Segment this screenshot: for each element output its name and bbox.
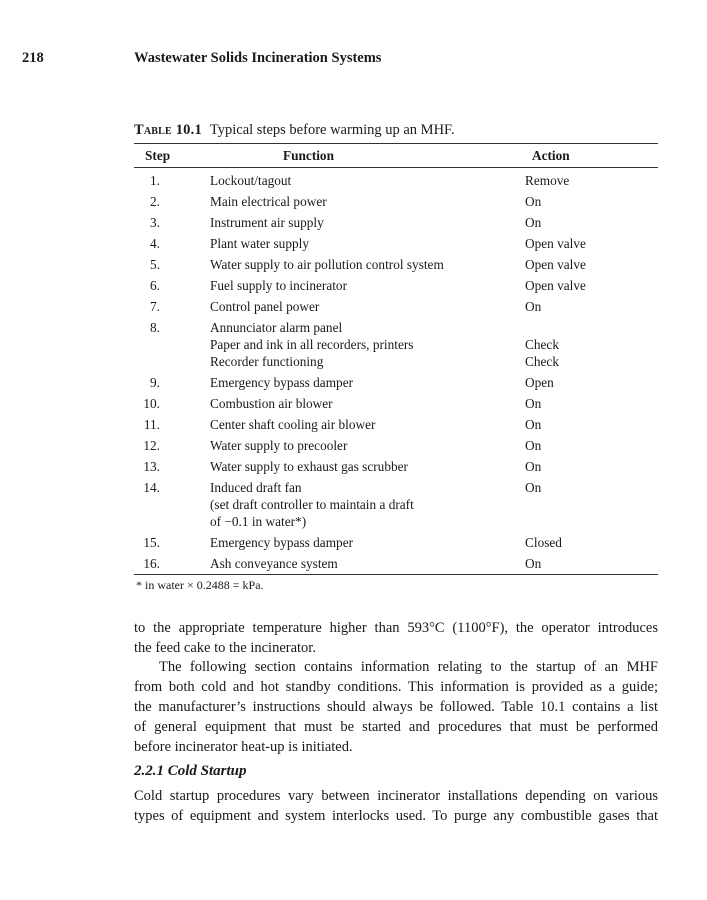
text-line: of general equipment that must be started and procedures that must be performed — [134, 719, 658, 735]
cell-function-line: Control panel power — [210, 299, 320, 314]
cell-step: 12. — [143, 438, 160, 453]
text-line: to the appropriate temperature higher than 593°C (1100°F), the operator introduces — [134, 620, 658, 636]
text-line: types of equipment and system interlocks used. To purge any combustible gases that — [134, 808, 658, 824]
cell-function-line: Combustion air blower — [210, 396, 333, 411]
cell-function — [210, 395, 510, 412]
table-header-rule — [134, 167, 658, 168]
running-title: Wastewater Solids Incineration Systems — [134, 50, 382, 66]
cell-function — [210, 416, 510, 433]
cell-function-line: Instrument air supply — [210, 215, 324, 230]
cell-step: 11. — [143, 417, 160, 432]
cell-function-line: Recorder functioning — [210, 354, 324, 369]
cell-action — [525, 319, 559, 370]
paragraph-1 — [134, 618, 658, 658]
table-row — [134, 395, 658, 412]
cell-function — [210, 298, 510, 315]
paragraph-3 — [134, 786, 658, 826]
cell-action — [525, 374, 554, 391]
cell-action — [525, 416, 541, 433]
table-row — [134, 437, 658, 454]
table-bottom-rule — [134, 574, 658, 575]
table-row — [134, 555, 658, 572]
table-row — [134, 256, 658, 273]
cell-function — [210, 374, 510, 391]
cell-step: 10. — [143, 396, 160, 411]
cell-function-line: Fuel supply to incinerator — [210, 278, 348, 293]
cell-action — [525, 235, 586, 252]
cell-function — [210, 193, 510, 210]
cell-function-line: Lockout/tagout — [210, 173, 292, 188]
cell-step: 15. — [143, 535, 160, 550]
cell-function-line: Paper and ink in all recorders, printers — [210, 337, 414, 352]
cell-action — [525, 395, 541, 412]
cell-function-line: Emergency bypass damper — [210, 375, 354, 390]
table-body — [134, 172, 658, 576]
cell-function — [210, 235, 510, 252]
table-caption — [134, 122, 455, 139]
cell-action — [525, 172, 569, 189]
cell-action-line: On — [525, 215, 542, 230]
cell-action-line: Remove — [525, 173, 570, 188]
table-row — [134, 214, 658, 231]
cell-action-line: On — [525, 459, 542, 474]
cell-action-line: On — [525, 194, 542, 209]
cell-action-line: Open valve — [525, 236, 586, 251]
cell-action — [525, 437, 541, 454]
table-row — [134, 172, 658, 189]
text-line: from both cold and hot standby conditions. This information is provided as a guide; — [134, 679, 658, 695]
cell-function-line: Water supply to precooler — [210, 438, 348, 453]
cell-action-line: On — [525, 417, 542, 432]
cell-step: 7. — [150, 299, 160, 314]
table-row — [134, 458, 658, 475]
cell-action — [525, 555, 541, 572]
table-footnote: * in water × 0.2488 = kPa. — [136, 578, 264, 592]
cell-action — [525, 193, 541, 210]
cell-action-line: On — [525, 480, 542, 495]
cell-function — [210, 277, 510, 294]
cell-action-line: On — [525, 438, 542, 453]
cell-action — [525, 458, 541, 475]
text-line: Cold startup procedures vary between incinerator installations depending on various — [134, 788, 658, 804]
cell-action-line: On — [525, 299, 542, 314]
cell-function-line: (set draft controller to maintain a draft — [210, 497, 414, 512]
table-row — [134, 319, 658, 370]
cell-function — [210, 172, 510, 189]
cell-action-line: On — [525, 396, 542, 411]
cell-action-line: Closed — [525, 535, 562, 550]
cell-step: 14. — [143, 480, 160, 495]
section-heading: 2.2.1 Cold Startup — [134, 763, 247, 779]
table-row — [134, 277, 658, 294]
cell-step: 5. — [150, 257, 160, 272]
cell-step: 9. — [150, 375, 160, 390]
column-header-function: Function — [283, 148, 334, 163]
text-line: the manufacturer’s instructions should always be followed. Table 10.1 contains a list — [134, 699, 658, 715]
cell-action — [525, 256, 586, 273]
cell-function — [210, 534, 510, 551]
table-row — [134, 374, 658, 391]
cell-action — [525, 277, 586, 294]
cell-step: 2. — [150, 194, 160, 209]
cell-action-line — [525, 513, 541, 530]
cell-function-line: Annunciator alarm panel — [210, 320, 343, 335]
cell-function-line: Plant water supply — [210, 236, 309, 251]
page-number: 218 — [22, 50, 44, 66]
cell-function — [210, 458, 510, 475]
column-header-step: Step — [145, 148, 171, 163]
cell-action-line — [525, 319, 559, 336]
table-row — [134, 298, 658, 315]
cell-function — [210, 319, 510, 370]
cell-action — [525, 479, 541, 530]
text-line: the feed cake to the incinerator. — [134, 640, 316, 656]
table-row — [134, 235, 658, 252]
column-header-action: Action — [532, 148, 570, 163]
cell-action — [525, 534, 562, 551]
cell-function-line: Water supply to exhaust gas scrubber — [210, 459, 408, 474]
cell-action — [525, 214, 541, 231]
table-top-rule — [134, 143, 658, 144]
paragraph-2 — [134, 657, 658, 757]
cell-function-line: Ash conveyance system — [210, 556, 338, 571]
text-line: before incinerator heat-up is initiated. — [134, 739, 353, 755]
cell-step: 13. — [143, 459, 160, 474]
cell-action — [525, 298, 541, 315]
cell-step: 6. — [150, 278, 160, 293]
table-label: Table 10.1 — [134, 122, 202, 138]
cell-action-line: Open valve — [525, 278, 586, 293]
cell-step: 4. — [150, 236, 160, 251]
cell-function-line: Emergency bypass damper — [210, 535, 354, 550]
cell-function — [210, 214, 510, 231]
cell-action-line: Open valve — [525, 257, 586, 272]
cell-action-line: Open — [525, 375, 554, 390]
cell-function — [210, 256, 510, 273]
table-row — [134, 479, 658, 530]
cell-function-line: Center shaft cooling air blower — [210, 417, 376, 432]
cell-function — [210, 555, 510, 572]
table-row — [134, 416, 658, 433]
cell-function-line: Induced draft fan — [210, 480, 302, 495]
text-line: The following section contains information relating to the startup of an MHF — [159, 659, 658, 675]
table-caption-text: Typical steps before warming up an MHF. — [209, 122, 455, 138]
cell-action-line: On — [525, 556, 542, 571]
cell-step: 1. — [150, 173, 160, 188]
cell-action-line: Check — [525, 354, 559, 369]
cell-function-line: Water supply to air pollution control system — [210, 257, 444, 272]
cell-action-line — [525, 496, 541, 513]
cell-step: 8. — [150, 320, 160, 335]
cell-function-line: of −0.1 in water*) — [210, 514, 307, 529]
table-row — [134, 193, 658, 210]
table-row — [134, 534, 658, 551]
cell-function — [210, 479, 510, 530]
cell-step: 16. — [143, 556, 160, 571]
cell-step: 3. — [150, 215, 160, 230]
cell-action-line: Check — [525, 337, 559, 352]
cell-function — [210, 437, 510, 454]
cell-function-line: Main electrical power — [210, 194, 327, 209]
